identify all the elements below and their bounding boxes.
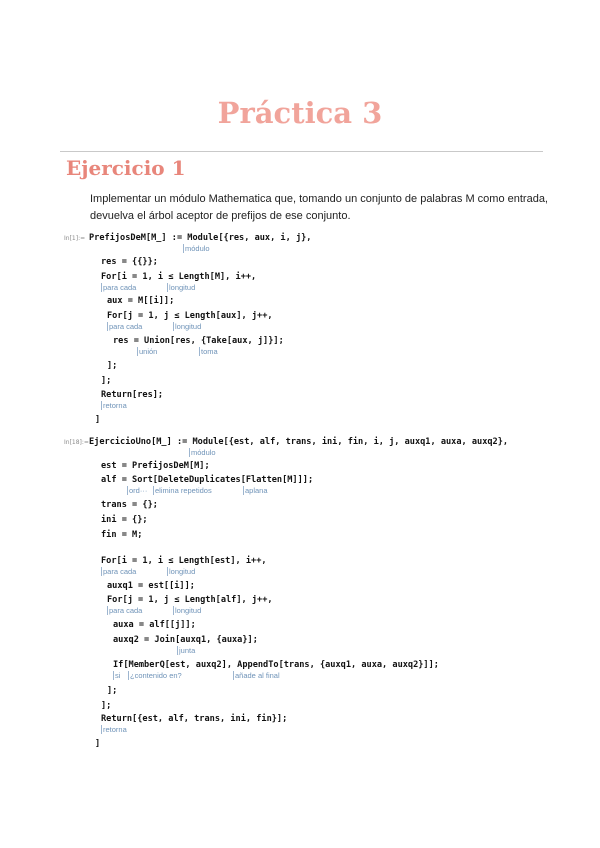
code-line[interactable]: auxq2 = Join[auxq1, {auxa}]; xyxy=(113,635,258,645)
tooltip-label: módulo xyxy=(185,244,210,253)
section-divider xyxy=(60,151,543,152)
tooltip-label: longitud xyxy=(169,283,196,292)
description-line-2: devuelva el árbol aceptor de prefijos de ese conjunto. xyxy=(90,210,351,222)
code-line[interactable]: ]; xyxy=(107,686,118,696)
tooltip-label: para cada xyxy=(103,283,137,292)
tooltip-label: ord··· xyxy=(129,486,148,495)
tooltip-label: longitud xyxy=(175,606,202,615)
code-line[interactable]: res = {{}}; xyxy=(101,257,158,267)
tooltip-label: unión xyxy=(139,347,158,356)
code-line[interactable]: res = Union[res, {Take[aux, j]}]; xyxy=(113,336,284,346)
section-heading: Ejercicio 1 xyxy=(66,156,186,180)
tooltip-label: elimina repetidos xyxy=(155,486,212,495)
tooltip-label: aplana xyxy=(245,486,268,495)
code-line[interactable]: Return[res]; xyxy=(101,390,164,400)
code-line[interactable]: For[j = 1, j ≤ Length[alf], j++, xyxy=(107,595,273,605)
tooltip-label: para cada xyxy=(109,322,143,331)
code-line[interactable]: est = PrefijosDeM[M]; xyxy=(101,461,210,471)
tooltip-label: retorna xyxy=(103,401,127,410)
code-line[interactable]: fin = M; xyxy=(101,530,143,540)
tooltip-label: si xyxy=(115,671,121,680)
code-line[interactable]: For[i = 1, i ≤ Length[M], i++, xyxy=(101,272,257,282)
code-line[interactable]: Return[{est, alf, trans, ini, fin}]; xyxy=(101,714,288,724)
input-cell-label: In[18]:= xyxy=(64,439,89,446)
code-line[interactable]: For[j = 1, j ≤ Length[aux], j++, xyxy=(107,311,273,321)
page-title: Práctica 3 xyxy=(217,96,383,130)
code-line[interactable]: ]; xyxy=(101,701,112,711)
description-line-1: Implementar un módulo Mathematica que, tomando un conjunto de palabras M como entrada, xyxy=(90,193,548,205)
code-line[interactable]: trans = {}; xyxy=(101,500,158,510)
code-line[interactable]: PrefijosDeM[M_] := Module[{res, aux, i, j}, xyxy=(89,233,312,243)
input-cell-label: In[1]:= xyxy=(64,235,86,242)
code-line[interactable]: If[MemberQ[est, auxq2], AppendTo[trans, {auxq1, auxa, auxq2}]]; xyxy=(113,660,439,670)
tooltip-label: módulo xyxy=(191,448,216,457)
code-line[interactable]: ] xyxy=(95,739,101,749)
code-line[interactable]: auxq1 = est[[i]]; xyxy=(107,581,195,591)
tooltip-label: junta xyxy=(179,646,196,655)
tooltip-label: longitud xyxy=(175,322,202,331)
code-line[interactable]: alf = Sort[DeleteDuplicates[Flatten[M]]]; xyxy=(101,475,314,485)
code-line[interactable]: ]; xyxy=(107,361,118,371)
tooltip-label: para cada xyxy=(109,606,143,615)
tooltip-label: longitud xyxy=(169,567,196,576)
tooltip-label: toma xyxy=(201,347,218,356)
code-line[interactable]: ] xyxy=(95,415,101,425)
code-line[interactable]: For[i = 1, i ≤ Length[est], i++, xyxy=(101,556,267,566)
code-line[interactable]: auxa = alf[[j]]; xyxy=(113,620,196,630)
tooltip-label: retorna xyxy=(103,725,127,734)
code-line[interactable]: ini = {}; xyxy=(101,515,148,525)
code-line[interactable]: EjercicioUno[M_] := Module[{est, alf, trans, ini, fin, i, j, auxq1, auxa, auxq2}, xyxy=(89,437,509,447)
tooltip-label: añade al final xyxy=(235,671,280,680)
tooltip-label: para cada xyxy=(103,567,137,576)
code-line[interactable]: aux = M[[i]]; xyxy=(107,296,175,306)
tooltip-label: ¿contenido en? xyxy=(130,671,182,680)
code-line[interactable]: ]; xyxy=(101,376,112,386)
